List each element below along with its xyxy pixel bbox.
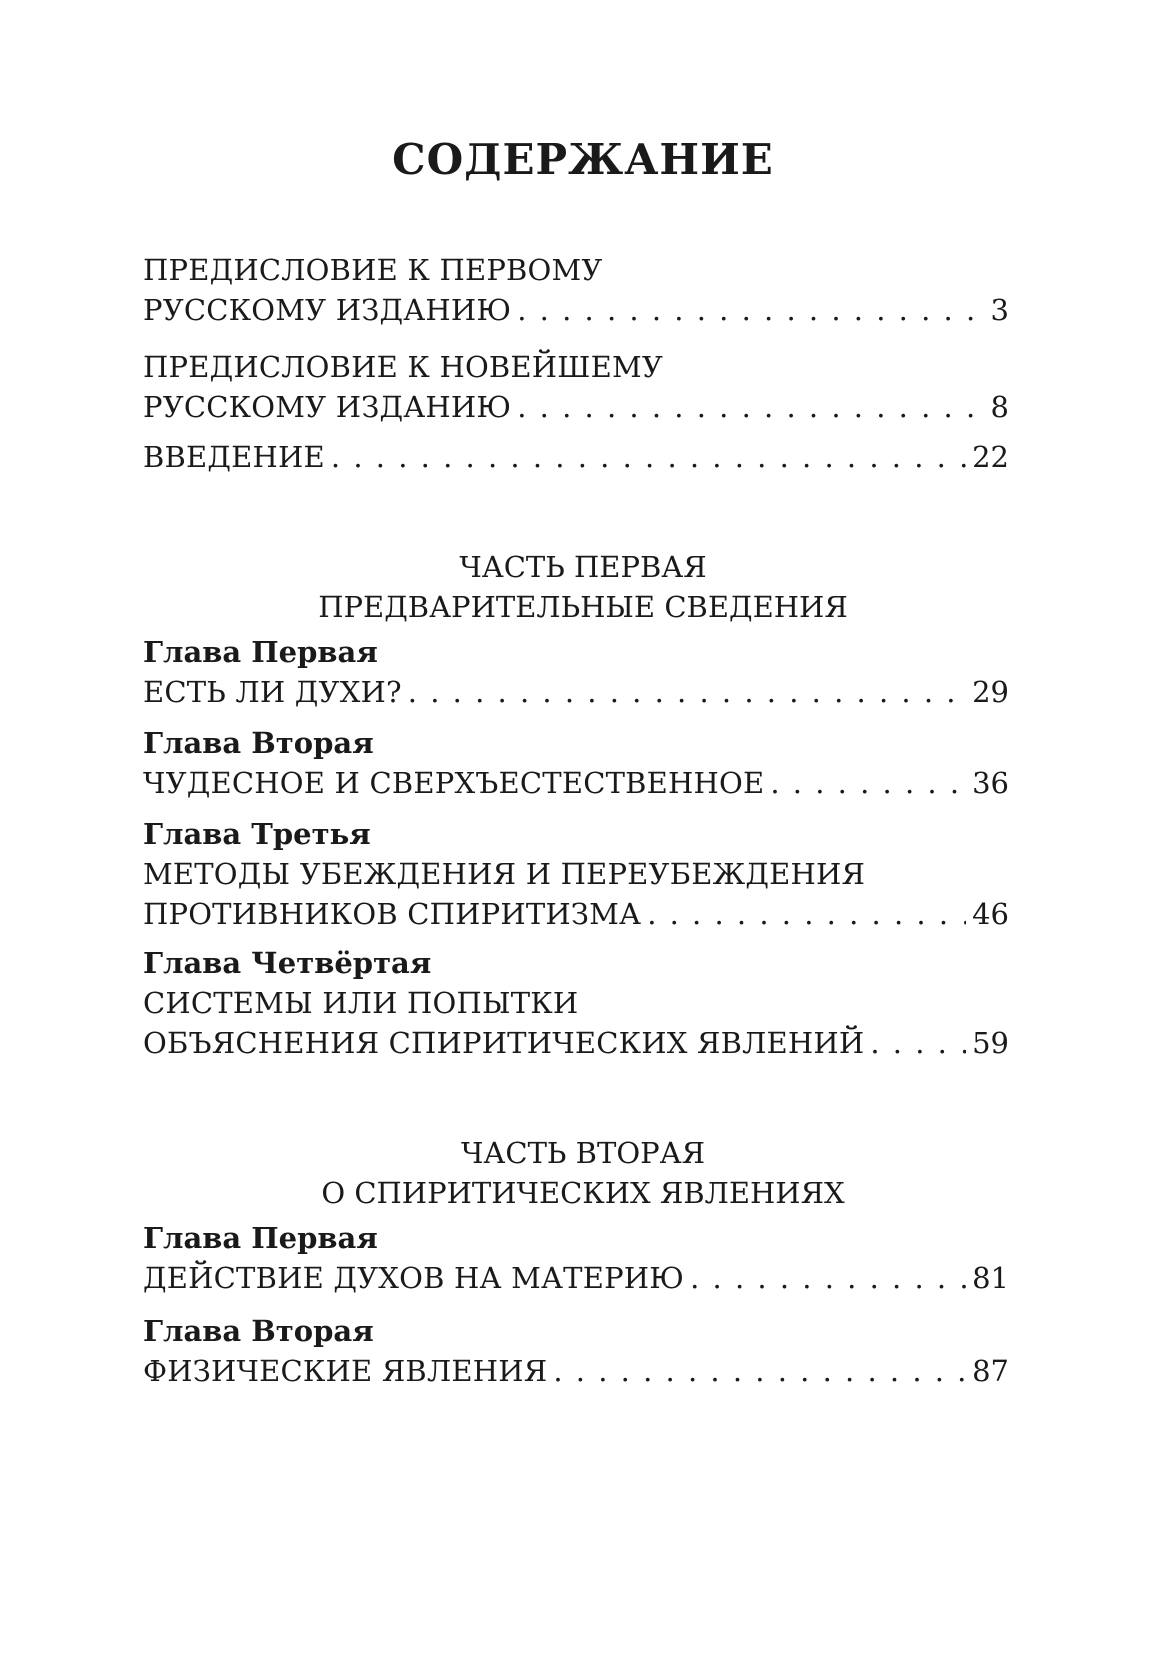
entry-title: ПРЕДИСЛОВИЕ К ПЕРВОМУ bbox=[143, 253, 603, 287]
page-number: 46 bbox=[972, 897, 1009, 931]
entry-title: ОБЪЯСНЕНИЯ СПИРИТИЧЕСКИХ ЯВЛЕНИЙ bbox=[143, 1026, 865, 1060]
entry-title-line bbox=[143, 672, 1009, 712]
part-title: О СПИРИТИЧЕСКИХ ЯВЛЕНИЯХ bbox=[321, 1176, 845, 1210]
entry-title-line bbox=[143, 763, 1009, 803]
page-number: 22 bbox=[972, 440, 1009, 474]
entry-title: ЕСТЬ ЛИ ДУХИ? bbox=[143, 675, 402, 709]
dot-leader bbox=[331, 437, 966, 477]
chapter-label: Глава Вторая bbox=[143, 1314, 374, 1348]
chapter-label: Глава Вторая bbox=[143, 726, 374, 760]
page-number: 81 bbox=[972, 1261, 1009, 1295]
entry-title-line bbox=[143, 1351, 1009, 1391]
entry-title: ДЕЙСТВИЕ ДУХОВ НА МАТЕРИЮ bbox=[143, 1261, 685, 1295]
entry-title-line bbox=[143, 437, 1009, 477]
entry-title-line bbox=[143, 347, 1009, 387]
chapter-label: Глава Первая bbox=[143, 635, 378, 669]
toc-entry-preface-first[interactable] bbox=[143, 250, 1009, 330]
entry-title-line bbox=[143, 894, 1009, 934]
part-title: ПРЕДВАРИТЕЛЬНЫЕ СВЕДЕНИЯ bbox=[318, 590, 848, 624]
part-label: ЧАСТЬ ПЕРВАЯ bbox=[459, 550, 707, 584]
entry-title: РУССКОМУ ИЗДАНИЮ bbox=[143, 293, 512, 327]
toc-entry-chapter[interactable] bbox=[143, 632, 1009, 712]
entry-title-line bbox=[143, 387, 1009, 427]
entry-title-line bbox=[143, 1023, 1009, 1063]
toc-entry-preface-newest[interactable] bbox=[143, 347, 1009, 427]
dot-leader bbox=[408, 672, 966, 712]
chapter-label: Глава Третья bbox=[143, 817, 371, 851]
toc-entry-chapter[interactable] bbox=[143, 814, 1009, 934]
entry-title-line bbox=[143, 854, 1009, 894]
dot-leader bbox=[517, 387, 973, 427]
entry-title: ФИЗИЧЕСКИЕ ЯВЛЕНИЯ bbox=[143, 1354, 548, 1388]
toc-entry-introduction[interactable] bbox=[143, 437, 1009, 477]
entry-title-line bbox=[143, 290, 1009, 330]
entry-title-line bbox=[143, 250, 1009, 290]
dot-leader bbox=[647, 894, 966, 934]
entry-title: МЕТОДЫ УБЕЖДЕНИЯ И ПЕРЕУБЕЖДЕНИЯ bbox=[143, 857, 866, 891]
entry-title: СИСТЕМЫ ИЛИ ПОПЫТКИ bbox=[143, 986, 579, 1020]
dot-leader bbox=[517, 290, 973, 330]
dot-leader bbox=[553, 1351, 966, 1391]
entry-title-line bbox=[143, 983, 1009, 1023]
entry-title: ВВЕДЕНИЕ bbox=[143, 440, 325, 474]
dot-leader bbox=[870, 1023, 966, 1063]
entry-title: ЧУДЕСНОЕ И СВЕРХЪЕСТЕСТВЕННОЕ bbox=[143, 766, 765, 800]
part-heading bbox=[0, 1133, 1166, 1213]
page-number: 59 bbox=[972, 1026, 1009, 1060]
page-number: 87 bbox=[972, 1354, 1009, 1388]
page-number: 8 bbox=[990, 390, 1009, 424]
entry-title-line bbox=[143, 1258, 1009, 1298]
toc-entry-chapter[interactable] bbox=[143, 1218, 1009, 1298]
entry-title: ПРЕДИСЛОВИЕ К НОВЕЙШЕМУ bbox=[143, 350, 664, 384]
part-heading bbox=[0, 547, 1166, 627]
entry-title: РУССКОМУ ИЗДАНИЮ bbox=[143, 390, 512, 424]
chapter-label: Глава Первая bbox=[143, 1221, 378, 1255]
page-number: 29 bbox=[972, 675, 1009, 709]
chapter-label: Глава Четвёртая bbox=[143, 946, 432, 980]
page-number: 3 bbox=[990, 293, 1009, 327]
dot-leader bbox=[690, 1258, 966, 1298]
toc-entry-chapter[interactable] bbox=[143, 1311, 1009, 1391]
dot-leader bbox=[770, 763, 966, 803]
entry-title: ПРОТИВНИКОВ СПИРИТИЗМА bbox=[143, 897, 642, 931]
page-title: СОДЕРЖАНИЕ bbox=[392, 135, 774, 184]
page-number: 36 bbox=[972, 766, 1009, 800]
toc-entry-chapter[interactable] bbox=[143, 723, 1009, 803]
toc-entry-chapter[interactable] bbox=[143, 943, 1009, 1063]
part-label: ЧАСТЬ ВТОРАЯ bbox=[461, 1136, 705, 1170]
